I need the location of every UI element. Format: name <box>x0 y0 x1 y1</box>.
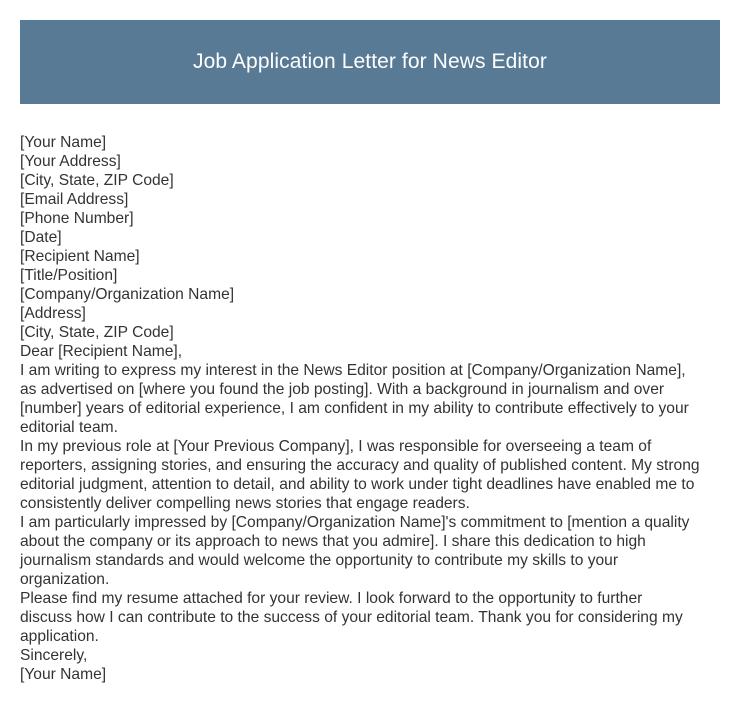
sender-city-state-zip: [City, State, ZIP Code] <box>20 172 174 189</box>
sender-address: [Your Address] <box>20 153 121 170</box>
letter-body <box>20 133 720 684</box>
paragraph-line: as advertised on [where you found the job posting]. With a background in journalism and over <box>20 381 665 398</box>
sender-phone: [Phone Number] <box>20 210 134 227</box>
recipient-company: [Company/Organization Name] <box>20 286 235 303</box>
paragraph-line: editorial team. <box>20 419 118 436</box>
paragraph-line: journalism standards and would welcome the opportunity to contribute my skills to your <box>20 552 619 569</box>
paragraph-closing <box>20 589 720 646</box>
closing: Sincerely, <box>20 647 88 664</box>
paragraph-line: editorial judgment, attention to detail, and ability to work under tight deadlines have enabled me to <box>20 476 695 493</box>
paragraph-line: application. <box>20 628 99 645</box>
paragraph-line: discuss how I can contribute to the success of your editorial team. Thank you for considering my <box>20 609 683 626</box>
paragraph-line: In my previous role at [Your Previous Company], I was responsible for overseeing a team of <box>20 438 652 455</box>
page-title: Job Application Letter for News Editor <box>193 50 547 73</box>
paragraph-line: Please find my resume attached for your review. I look forward to the opportunity to further <box>20 590 643 607</box>
letter-date: [Date] <box>20 229 62 246</box>
paragraph-line: I am writing to express my interest in the News Editor position at [Company/Organization Name], <box>20 362 686 379</box>
paragraph-line: about the company or its approach to news that you admire]. I share this dedication to high <box>20 533 646 550</box>
paragraph-line: I am particularly impressed by [Company/Organization Name]'s commitment to [mention a quality <box>20 514 690 531</box>
recipient-name: [Recipient Name] <box>20 248 140 265</box>
paragraph-line: reporters, assigning stories, and ensuring the accuracy and quality of published content. My strong <box>20 457 700 474</box>
recipient-title: [Title/Position] <box>20 267 118 284</box>
sender-email: [Email Address] <box>20 191 129 208</box>
sender-name: [Your Name] <box>20 134 107 151</box>
paragraph-interest <box>20 361 720 437</box>
paragraph-line: consistently deliver compelling news stories that engage readers. <box>20 495 470 512</box>
paragraph-company <box>20 513 720 589</box>
recipient-city-state-zip: [City, State, ZIP Code] <box>20 324 174 341</box>
recipient-address: [Address] <box>20 305 86 322</box>
paragraph-experience <box>20 437 720 513</box>
salutation: Dear [Recipient Name], <box>20 343 183 360</box>
paragraph-line: [number] years of editorial experience, I am confident in my ability to contribute effectively to your <box>20 400 689 417</box>
paragraph-line: organization. <box>20 571 110 588</box>
signature: [Your Name] <box>20 666 107 683</box>
title-banner <box>20 20 720 104</box>
